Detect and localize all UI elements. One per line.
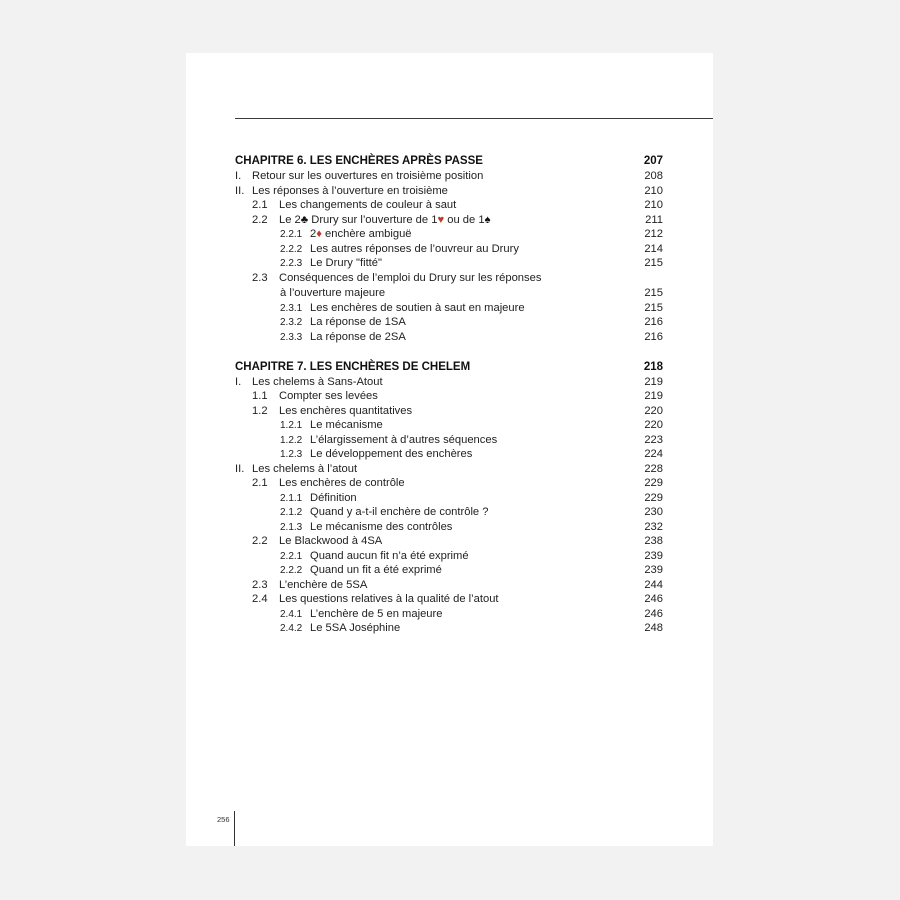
section-number: 2.1.2 [280, 507, 303, 518]
section-number: II. [235, 462, 245, 475]
toc-entry [235, 462, 663, 477]
section-title: Conséquences de l’emploi du Drury sur les réponses [279, 272, 542, 284]
toc-entry [280, 242, 663, 257]
book-page [186, 53, 713, 846]
section-title: Quand un fit a été exprimé [310, 564, 442, 576]
section-title: Compter ses levées [279, 390, 378, 402]
page-ref: 207 [643, 155, 663, 167]
page-ref: 223 [644, 433, 663, 446]
page-ref: 220 [644, 419, 663, 431]
page-ref: 216 [644, 330, 663, 343]
club-suit-icon: ♣ [300, 213, 309, 226]
section-title: Les chelems à l’atout [252, 462, 358, 475]
page-ref: 239 [644, 549, 663, 562]
section-title: Les questions relatives à la qualité de l’atout [279, 593, 499, 605]
spade-suit-icon: ♠ [484, 213, 491, 226]
section-number: 2.1.1 [280, 492, 303, 504]
header-rule [235, 118, 713, 119]
section-number: 2.1.3 [280, 521, 303, 533]
section-number: 2.4 [252, 593, 268, 605]
section-title: Les enchères de soutien à saut en majeure [310, 301, 525, 314]
section-number: 2.2.1 [280, 550, 303, 562]
page-ref: 224 [644, 448, 663, 460]
section-title: Le Blackwood à 4SA [279, 535, 383, 547]
section-title: L’enchère de 5SA [279, 578, 368, 591]
section-number: 1.2 [252, 404, 268, 417]
toc-entry [280, 286, 663, 301]
toc-entry [280, 433, 663, 448]
page-ref: 230 [644, 506, 663, 518]
page-ref: 229 [644, 477, 663, 489]
section-number: 1.2.2 [280, 434, 303, 446]
page-ref: 248 [644, 622, 663, 634]
section-title: Le développement des enchères [310, 448, 473, 460]
section-title: 2♦ enchère ambiguë [310, 228, 412, 240]
folio-rule [234, 811, 235, 846]
section-number: 1.1 [252, 390, 268, 402]
section-number: 2.3.2 [280, 317, 303, 328]
toc-entry [252, 578, 663, 593]
toc-entry [280, 621, 663, 636]
page-ref: 210 [644, 184, 663, 197]
section-number: II. [235, 184, 245, 197]
page-ref: 215 [644, 287, 663, 299]
section-title: Les changements de couleur à saut [279, 199, 457, 211]
section-number: 2.2.1 [280, 229, 303, 240]
toc-entry [280, 301, 663, 316]
page-ref: 228 [644, 462, 663, 475]
toc-entry [252, 213, 663, 228]
toc-entry [280, 256, 663, 271]
page-ref: 215 [644, 301, 663, 314]
chapter-title: CHAPITRE 7. LES ENCHÈRES DE CHELEM [235, 361, 471, 373]
toc-entry [252, 271, 541, 286]
section-title: L’enchère de 5 en majeure [310, 607, 443, 620]
section-title: à l’ouverture majeure [280, 287, 386, 299]
toc-entry [280, 505, 663, 520]
toc-entry [235, 169, 663, 184]
section-title: Les enchères quantitatives [279, 404, 413, 417]
section-number: I. [235, 170, 242, 182]
toc-entry [252, 534, 663, 549]
toc-entry [280, 607, 663, 622]
section-title: Les réponses à l’ouverture en troisième [252, 184, 448, 197]
section-title: Les chelems à Sans-Atout [252, 375, 383, 388]
page-ref: 208 [644, 170, 663, 182]
section-number: 2.2 [252, 213, 268, 226]
section-title: Quand aucun fit n’a été exprimé [310, 549, 469, 562]
section-title: Quand y a-t-il enchère de contrôle ? [310, 506, 489, 518]
page-ref: 216 [644, 316, 663, 328]
toc-entry [280, 447, 663, 462]
page-ref: 215 [644, 257, 663, 269]
toc-entry [280, 227, 663, 242]
section-number: 2.2.3 [280, 258, 303, 269]
page-ref: 244 [644, 578, 663, 591]
section-title: Le mécanisme [310, 419, 383, 431]
section-title: Retour sur les ouvertures en troisième position [252, 170, 484, 182]
page-ref: 218 [643, 361, 663, 373]
page-ref: 232 [644, 520, 663, 533]
toc-entry [280, 520, 663, 535]
page-number: 256 [217, 815, 230, 824]
heart-suit-icon: ♥ [437, 213, 445, 226]
section-number: I. [235, 375, 242, 388]
toc-entry [235, 375, 663, 390]
chapter-6-heading [235, 154, 663, 169]
toc-entry [252, 592, 663, 607]
chapter-7-heading [235, 360, 663, 375]
toc-entry [280, 491, 663, 506]
toc-entry [280, 563, 663, 578]
toc-entry [252, 198, 663, 213]
section-number: 2.3.1 [280, 302, 303, 314]
page-ref: 214 [644, 242, 663, 255]
section-number: 2.3.3 [280, 331, 303, 343]
toc-entry [280, 418, 663, 433]
page-ref: 219 [644, 375, 663, 388]
section-title: Définition [310, 491, 357, 504]
section-number: 1.2.1 [280, 420, 303, 431]
section-title: Les autres réponses de l’ouvreur au Drury [310, 242, 519, 255]
section-number: 2.1 [252, 199, 268, 211]
section-title: La réponse de 1SA [310, 316, 406, 328]
section-number: 2.4.1 [280, 608, 303, 620]
toc-entry [252, 476, 663, 491]
section-number: 2.2.2 [280, 243, 303, 255]
page-ref: 220 [644, 404, 663, 417]
toc-entry [252, 389, 663, 404]
toc-entry [280, 549, 663, 564]
section-number: 2.3 [252, 272, 268, 284]
page-ref: 212 [644, 228, 663, 240]
chapter-title: CHAPITRE 6. LES ENCHÈRES APRÈS PASSE [235, 155, 483, 167]
page-ref: 211 [645, 213, 663, 226]
toc-entry [252, 404, 663, 419]
page-ref: 219 [644, 390, 663, 402]
page-ref: 246 [644, 593, 663, 605]
section-title: La réponse de 2SA [310, 330, 406, 343]
toc-entry [235, 184, 663, 199]
section-number: 2.2.2 [280, 565, 303, 576]
toc-entry [280, 330, 663, 345]
section-title: Le 2♣ Drury sur l’ouverture de 1♥ ou de 1♠ [279, 213, 491, 226]
section-title: Les enchères de contrôle [279, 477, 405, 489]
page-ref: 229 [644, 491, 663, 504]
section-title: Le Drury "fitté" [310, 257, 382, 269]
section-title: L’élargissement à d’autres séquences [310, 433, 498, 446]
page-ref: 239 [644, 564, 663, 576]
section-number: 2.4.2 [280, 623, 303, 634]
page-ref: 246 [644, 607, 663, 620]
section-number: 2.2 [252, 535, 268, 547]
section-number: 1.2.3 [280, 449, 303, 460]
section-title: Le mécanisme des contrôles [310, 520, 453, 533]
diamond-suit-icon: ♦ [316, 228, 322, 240]
page-ref: 210 [644, 199, 663, 211]
section-title: Le 5SA Joséphine [310, 622, 401, 634]
section-number: 2.3 [252, 578, 268, 591]
toc-entry [280, 315, 663, 330]
section-number: 2.1 [252, 477, 268, 489]
page-ref: 238 [644, 535, 663, 547]
